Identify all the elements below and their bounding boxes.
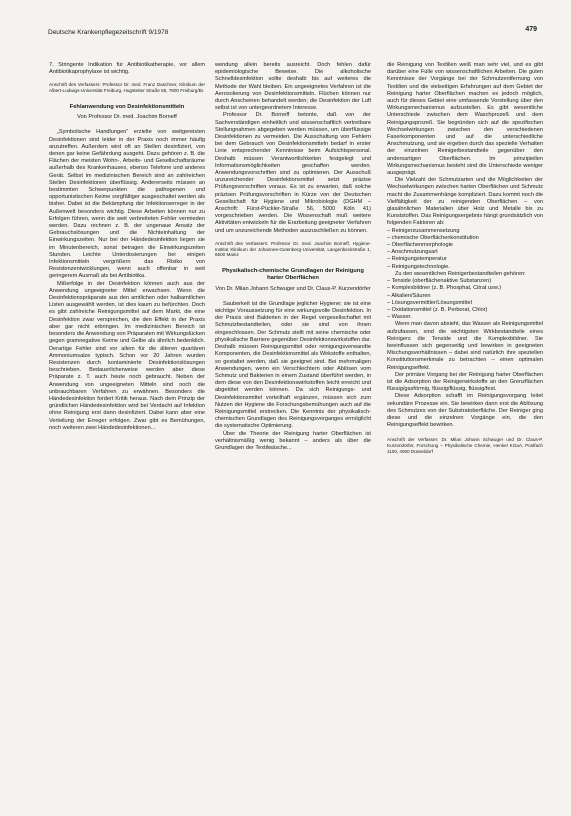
page-header bbox=[48, 25, 537, 39]
paragraph: Professor Dr. Borneff betonte, daß von der Sachverständigen einheitlich und wissenschaftlich vertretbare Stellungnahmen abgegeben werden müssen, um überflüssige Desinfektionen zu vermeiden. Die Ausschaltung von Fehlern bei dem Gebrauch von Desinfektionsmitteln bedarf in erster Linie entsprechender Kenntnisse beim Aufsichtspersonal. Deshalb müssen Verantwortlichkeiten festgelegt und Informationsmöglichkeiten geschaffen werden. Anwendungsvorschriften sind zu optimieren. Der Ausschuß unzureichender Desinfektionsmittel setzt präzise Prüfungsvorschriften voraus. Es ist zu erwarten, daß solche präzisen Prüfungsvorschriften in Kürze von der Deutschen Gesellschaft für Hygiene und Mikrobiologie (DGHM – Anschrift: Fürst-Pückler-Straße 56, 5000 Köln 41) vorgeschrieben werden. Die Wissenschaft muß weitere Aktivitäten entwickeln für die Erarbeitung geeigneter Verfahren und um unzureichende Methoden auszuschließen zu können. bbox=[215, 112, 371, 234]
author-address-note: Anschrift des Verfassers: Professor Dr. med. Franz Daschner, Klinikum der Albert-Ludwigs-Universität Freiburg, Hugstetter Straße 55, 7800 Freiburg/Br. bbox=[49, 82, 205, 94]
paragraph: Die Vielzahl der Schmutzarten und die Möglichkeiten der Wechselwirkungen zwischen harten Oberflächen und Schmutz macht die Zusammenhänge kompliziert. Dazu kommt noch die Vielfältigkeit der zu reinigenden Oberflächen – von glasähnlichen Materialien über Holz und Metalle bis zu Kunststoffen. Das Reinigungsergebnis hängt grundsätzlich von folgenden Faktoren ab: bbox=[387, 177, 543, 227]
factor-list bbox=[387, 228, 543, 271]
paragraph: Der primäre Vorgang bei der Reinigung harter Oberflächen ist die Adsorption der Reinigerwirkstoffe an den Grenzflächen flüssig/gasförmig, flüssig/flüssig, flüssig/fest. bbox=[387, 371, 543, 393]
list-item: – Reinigungstemperatur bbox=[387, 256, 447, 263]
paragraph: Über die Theorie der Reinigung harter Oberflächen ist verhältnismäßig wenig bekannt – anders als über die Grundlagen der Textilwäsche... bbox=[215, 430, 371, 451]
list-item: – chemische Oberflächenkonstitution bbox=[387, 234, 479, 241]
article-author: Von Dr. Milan Johann Schwuger und Dr. Claus-P. Kurzendörfer bbox=[215, 285, 371, 292]
column-3 bbox=[387, 62, 543, 455]
paragraph: Wenn man davon absieht, das Wasser als Reinigungsmittel aufzufassen, sind die wichtigsten Wirkbestandteile eines Reinigers die Tenside und die Komplexbildner. Sie beeinflussen sich gegenseitig und bewirken in geeigneten Mischungsverhältnissen – dabei sind natürlich ihre speziellen Konstitutionsmerkmale zu betrachten – einen optimalen Reinigungseffekt. bbox=[387, 321, 543, 371]
list-item: – Tenside (oberflächenaktive Substanzen) bbox=[387, 278, 492, 285]
list-item: – Reinigerzusammensetzung bbox=[387, 227, 460, 234]
paragraph: Diese Adsorption schafft im Reinigungsvorgang leitet sekundäre Prozesse ein. Sie bewirken dann erst die Ablösung des Schmutzes von der Substratoberfläche. Der Reiniger ging diese und die einzelnen Vorgänge ein, die den Reinigungseffekt bewirken. bbox=[387, 393, 543, 429]
paragraph: die Reinigung von Textilien weiß man sehr viel, und es gibt darüber eine Fülle von wissenschaftlichen Arbeiten. Die guten Kenntnisse der Vorgänge bei der Schmutzentfernung von Textilien und die vielseitigen Erfahrungen auf dem Gebiet der Reinigung harter Oberflächen machen es jedoch möglich, auch für dieses Gebiet eine umfassende Vorstellung über den Wirkungsmechanismus aufzustellen. Es gibt wesentliche Unterschiede zwischen dem Waschprozeß und dem Reinigungsprozeß. Sie begründen sich auf die spezifischen Wechselwirkungen zwischen den verschiedenen Faserkomponenten und auf die unterschiedliche Anschmutzung, und sie ergeben durch das spezielle Verhalten der einzelnen Reinigerbestandteile gegenüber den andersartigen Oberflächen. Im prinzipiellen Wirkungsmechanismus besteht sind die Unterschiede weniger ausgeprägt. bbox=[387, 62, 543, 177]
paragraph: wendung allein bereits ausreicht. Doch fehlen dafür epidemiologische Beweise. Die alkoholische Schnelldesinfektion sollte deshalb bis auf weiteres die Methode der Wahl bleiben. Ein ungeeignetes Verfahren ist die Aerosolierung von Desinfektionsmitteln. Flüchen können nur durch Anscheinen behandelt werden; die Desinfektion der Luft selbst ist von untergeordnetem Interesse. bbox=[215, 62, 371, 112]
list-item-7: 7. Stringente Indikation für Antibiotikatherapie, vor allem Antibiotikaprophylaxe ist wichtig. bbox=[49, 62, 205, 76]
list-item: – Anschmutzungsart bbox=[387, 249, 438, 256]
list-item: – Reinigungstechnologie. bbox=[387, 263, 450, 270]
paragraph: „Symbolische Handlungen“ erzielte von weitgereisten Desinfektionen sind leider in der Praxis noch immer häufig anzutreffen. Außerdem wird oft an Stellen desinfiziert, von denen gar keine Gefährdung ausgeht. Dazu gehören z. B. die Flächen der meisten Wohn-, Arbeits- und Gesellschaftsräume außerhalb des Krankenhauses, ebenso Telefone und anderes Gerät. Selbst im medizinischen Bereich sind an zahlreichen Stellen Desinfektionen überflüssig. Andererseits müssen an bestimmten Schwerpunkten die pathogenen und opportunistischen Keime sorgfältiger ausgeschaltet werden als bisher. Dabei ist die Bekämpfung der Infektionserreger in der Außenwelt besonders wichtig. Diese Arbeiten können nur zu Erfolgen führen, wenn die weit verbreiteten Fehler vermieden werden. Dazu rechnen z. B. der ungenaue Ansatz der Gebrauchslösungen und die Nichteinhaltung der Einwirkungszeiten. Nur bei der Händedesinfektion liegen sie im Minutenbereich, sonst betragen die Einwirkungszeiten Stunden. Leichte Unterdosierungen bei einigen Infektionsmitteln vergrößern das Risiko von Resistenzentwicklungen, wenn auch offenbar in weit geringerem Ausmaß als bei Antibiotika. bbox=[49, 129, 205, 280]
column-2 bbox=[215, 62, 371, 452]
paragraph: Mißerfolge in der Desinfektion können auch aus der Anwendung ungeeigneter Mittel erwachsen. Wenn die Desinfektionspräparate aus den amtlichen oder halbamtlichen Listen ausgewählt werden, ist dies kaum zu befürchten. Doch es gibt zahlreiche Reinigungsmittel auf dem Markt, die eine Desinfektion zwar versprechen, die den Effekt in der Praxis aber gar nicht erbringen. Im medizinischen Bereich ist besonders die Anwendung von Präparaten mit Wirkungslücken gegen gramnegative Keime und Gelbe als ähnlich bedenklich. Derartige Fehler sind vor allem für die älteren quartären Ammoniumsalze typisch. Schon vor 20 Jahren wurden Resistenzen durch kontaminierte Desinfektionslösungen beschrieben. Bedauerlicherweise werden aber diese Präparate z. T. auch heute noch gebraucht. Neben der Anwendung von ungeeigneten Mitteln sind noch die unbrauchbaren Verfahren zu erwähnen. Besonders die Händedesinfektion fordert Kritik heraus. Nach dem Prinzip der gründlichen Händedesinfektion wird bei Verdacht auf Infektion ohne Reinigung erst dann desinfiziert. Dabei kann aber eine Verteilung der Erreger erfolgen. Zwar gibt es Bemühungen, noch weiteren zwei Händedesinfektionen... bbox=[49, 280, 205, 431]
list-item: – Lösungsvermittler/Lösungsmittel bbox=[387, 299, 472, 306]
article-title: Fehlanwendung von Desinfektionsmitteln bbox=[69, 104, 185, 110]
author-address-note: Anschrift des Verfassers: Professor Dr. med. Joachim Borneff, Hygiene-Institut Klinikum der Johannes-Gutenberg-Universität, Langenbeckstraße 1, 6500 Mainz bbox=[215, 240, 371, 258]
article-title: Physikalisch-chemische Grundlagen der Reinigung harter Oberflächen bbox=[222, 268, 364, 282]
article-author: Von Professor Dr. med. Joachim Borneff bbox=[77, 114, 177, 121]
list-item: – Komplexbildner (z. B. Phosphat, Citrat usw.) bbox=[387, 285, 502, 292]
list-item: – Alkalien/Säuren bbox=[387, 292, 431, 299]
list-item: – Wasser. bbox=[387, 314, 412, 321]
page-number: 479 bbox=[525, 26, 537, 33]
list-item: – Oxidationsmittel (z. B. Perborat, Chlor) bbox=[387, 306, 488, 313]
journal-title: Deutsche Krankenpflegezeitschrift 9/1978 bbox=[48, 29, 169, 36]
author-address-note: Anschrift der Verfasser: Dr. Milan Johann Schwuger und Dr. Claus-P. Kurzendörfer, Forschung – Physikalische Chemie, Henkel KGaA, Postfach 1100, 4000 Düsseldorf bbox=[387, 437, 543, 454]
list-item: – Oberflächenmorphologie bbox=[387, 242, 453, 249]
column-1 bbox=[49, 62, 205, 432]
paragraph: Zu den wesentlichen Reinigerbestandteilen gehören: bbox=[395, 270, 526, 277]
paragraph: Sauberkeit ist die Grundlage jeglicher Hygiene; sie ist eine wichtige Voraussetzung für eine wirkungsvolle Desinfektion. In der Praxis sind Bakterien in der Regel vergesellschaftet mit Schmutzbestandteilen, oder sie sind von ihnen eingeschlossen. Der Schmutz stellt mit seine chemische oder physikalische Barriere gegenüber Desinfektionswirkstoffen dar. Deshalb müssen Reinigungsmittel oder reinigungsverwandte Komponenten, die Desinfektionsmittel als Wirkstoffe enthalten, so gestaltet werden, daß sie geeignet sind. Bei mehrmaligen Anwendungen, wenn ein Verschlechtern oder Ablösen vom Schmutz und Bakterien in einem Zustand überführt werden, in dem diese von den Desinfektionswirkstoffen leicht erreicht und abgetötet werden können. Da sich Reinigungs- und Desinfektionsmittel vorteilhaft ergänzen, müssen sich zum Nutzen der Hygiene die Forschungsbemühungen auch auf die Reinigungsmittel erstrecken. Die Kenntnis der physikalisch-chemischen Grundlagen des Reinigungsvorganges ermöglicht die systematische Optimierung. bbox=[215, 300, 371, 430]
component-list bbox=[387, 278, 543, 321]
